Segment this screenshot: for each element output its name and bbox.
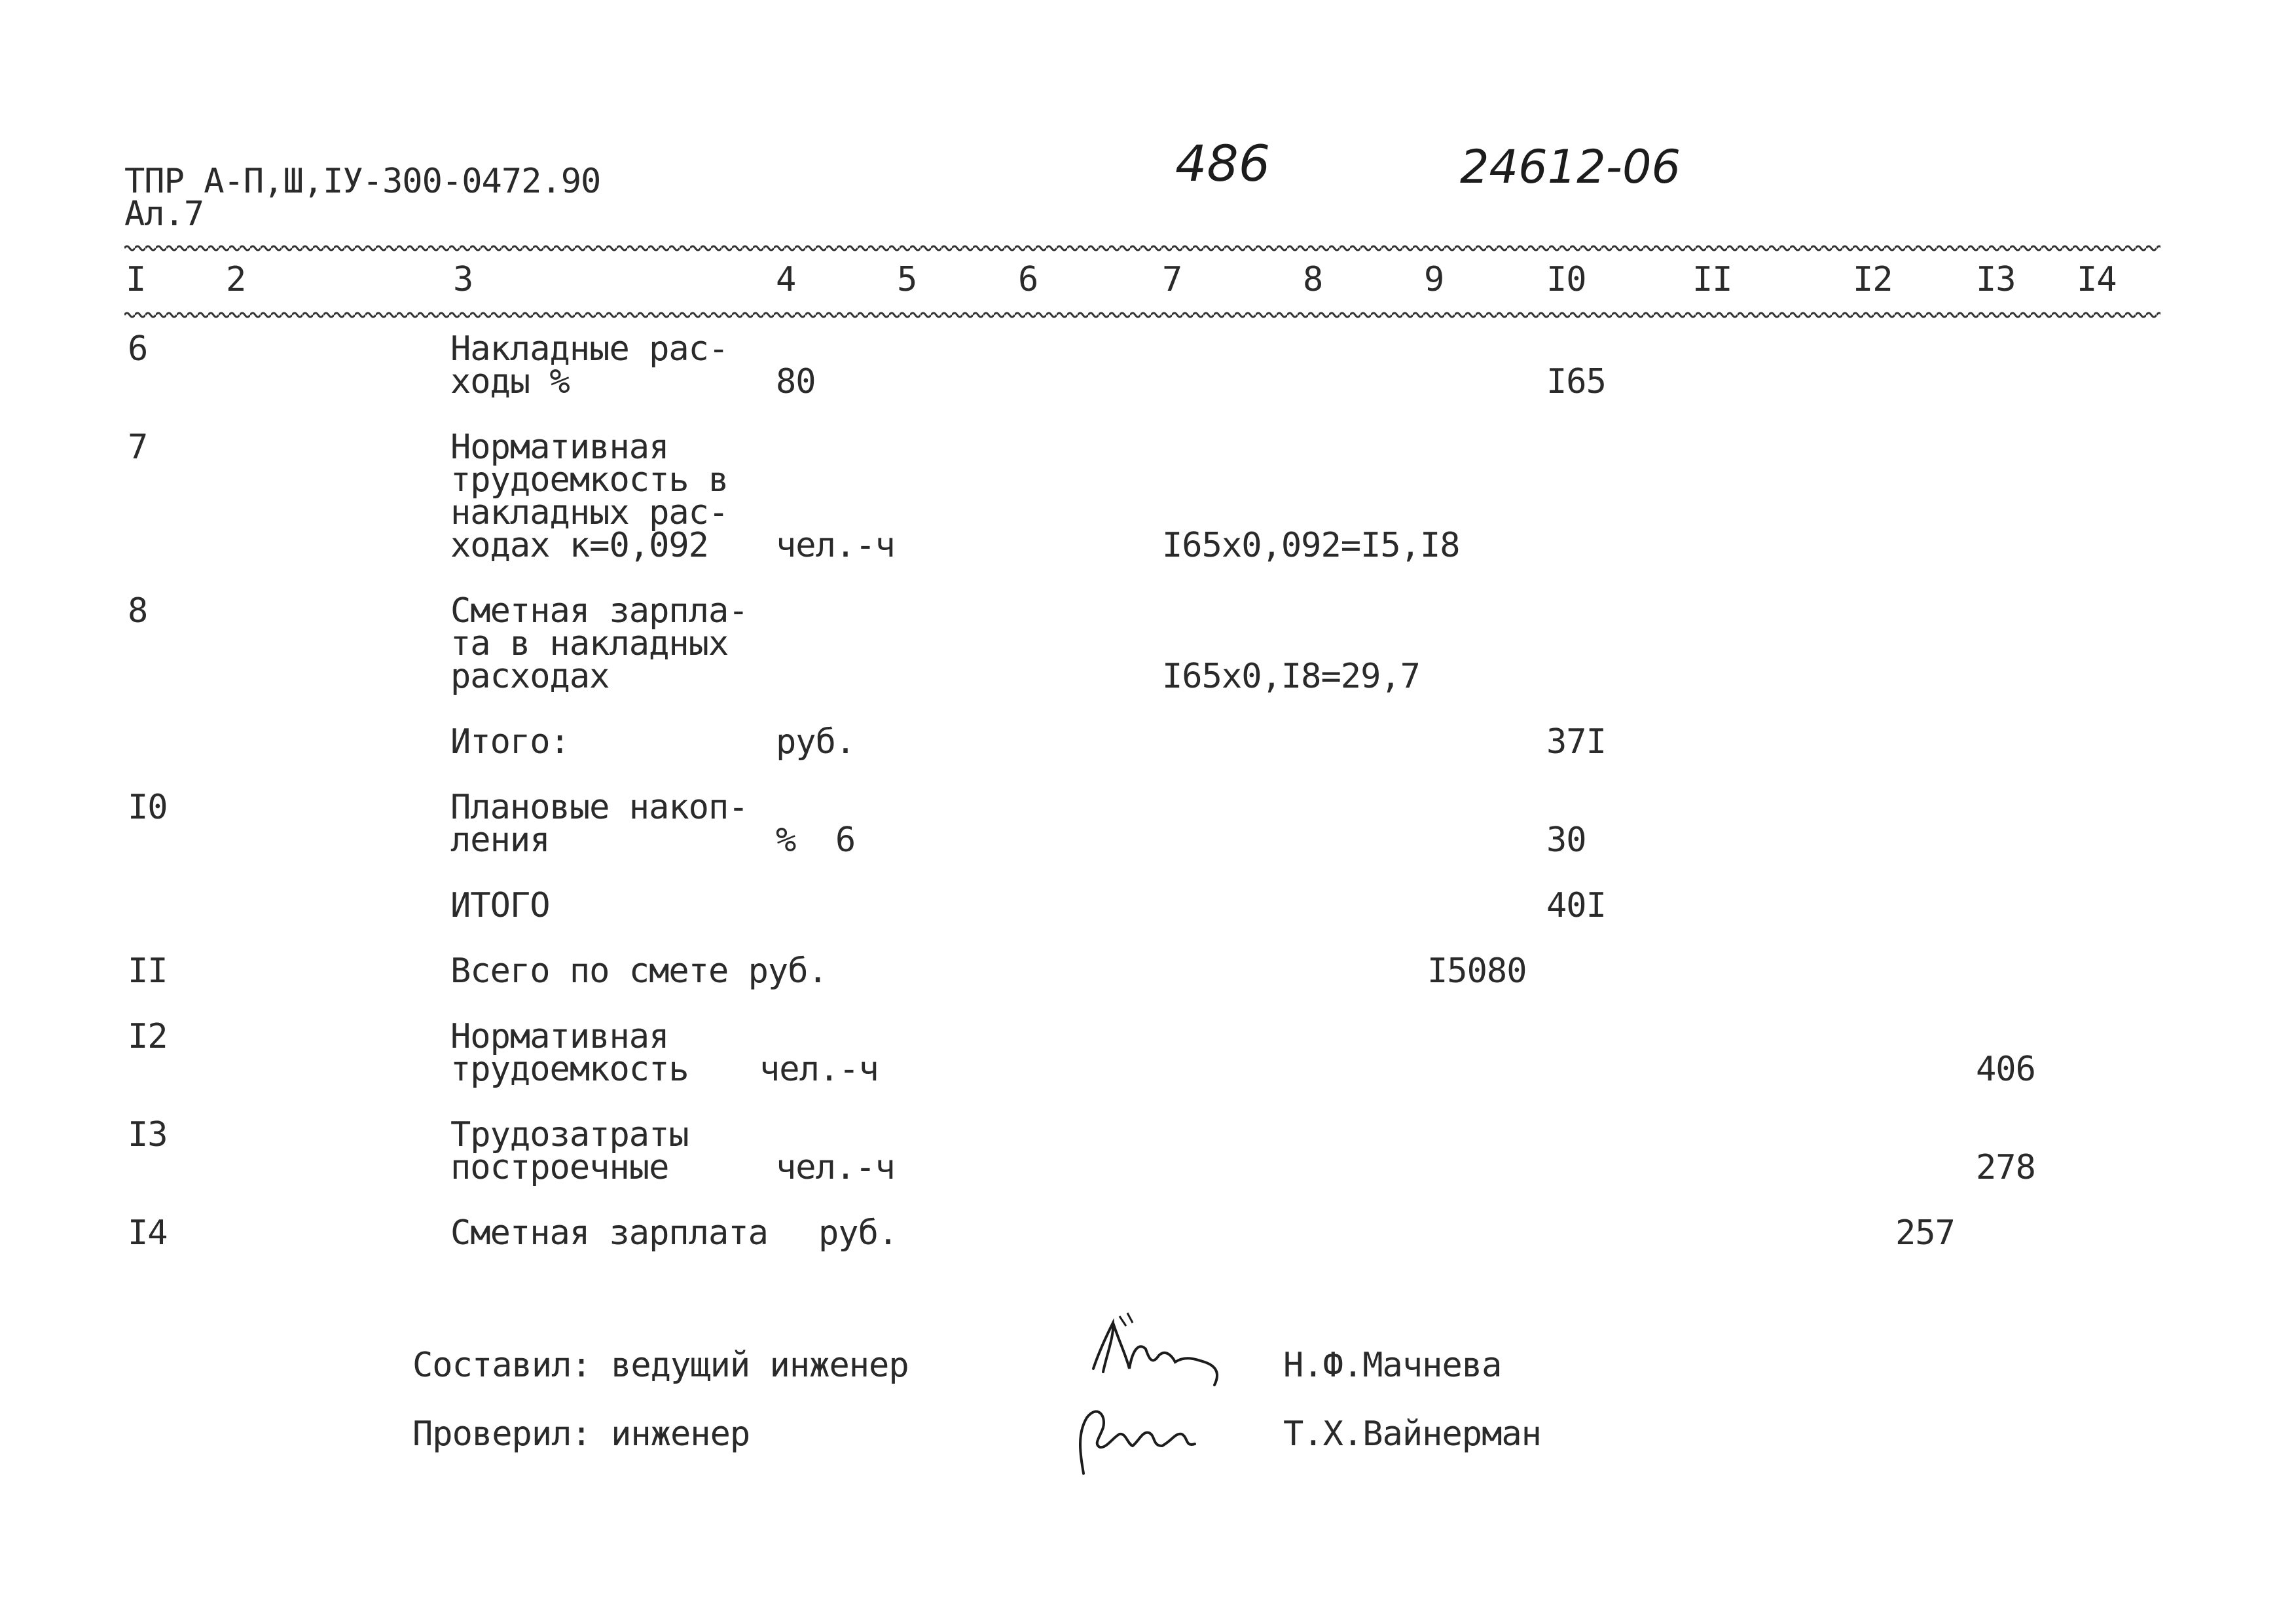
row-description: Итого:: [450, 722, 570, 762]
page-number: 486: [1175, 134, 1271, 193]
row-description: Нормативная трудоемкость: [450, 1017, 689, 1089]
row-value: 406: [1976, 1050, 2035, 1089]
row-description: Накладные рас- ходы %: [450, 329, 729, 401]
compiled-by-name: Н.Ф.Мачнева: [1283, 1346, 1502, 1385]
compiled-by-label: Составил: ведущий инженер: [412, 1346, 909, 1385]
row-rate: % 6: [776, 821, 856, 860]
row-total: 40I: [1546, 886, 1606, 925]
column-header: 2: [226, 260, 246, 299]
column-header: I2: [1853, 260, 1893, 299]
column-header: 4: [776, 260, 796, 299]
header-rule-bottom: [124, 310, 2160, 320]
row-description: Трудозатраты построечные: [450, 1115, 689, 1187]
row-description: Сметная зарпла- та в накладных расходах: [450, 591, 748, 696]
checked-by-label: Проверил: инженер: [412, 1414, 750, 1454]
row-total: 37I: [1546, 722, 1606, 762]
row-rate: 80: [776, 362, 816, 401]
row-unit: руб.: [776, 722, 856, 762]
row-total: I65: [1546, 362, 1606, 401]
column-header: 8: [1303, 260, 1323, 299]
row-description: Нормативная трудоемкость в накладных рас- ходах к=0,092: [450, 428, 729, 565]
column-header: 5: [897, 260, 917, 299]
column-header: II: [1692, 260, 1732, 299]
column-header: I3: [1976, 260, 2016, 299]
column-header: I0: [1546, 260, 1586, 299]
row-number: I3: [128, 1115, 168, 1154]
row-unit: чел.-ч: [776, 526, 895, 565]
column-header: I4: [2077, 260, 2117, 299]
row-number: II: [128, 951, 168, 991]
row-description: Плановые накоп- ления: [450, 788, 748, 860]
row-number: 6: [128, 329, 148, 369]
row-number: 7: [128, 428, 148, 467]
row-description: Сметная зарплата: [450, 1213, 768, 1253]
album-label: Ал.7: [124, 194, 204, 234]
row-unit: чел.-ч: [759, 1050, 879, 1089]
row-number: I0: [128, 788, 168, 827]
handwritten-signature-icon: [1080, 1310, 1244, 1401]
column-header: 6: [1018, 260, 1038, 299]
column-header: 7: [1162, 260, 1182, 299]
row-description: ИТОГО: [450, 886, 550, 925]
row-unit: руб.: [818, 1213, 898, 1253]
row-unit: чел.-ч: [776, 1148, 895, 1187]
column-header: 3: [453, 260, 473, 299]
row-calculation: I65х0,I8=29,7: [1162, 657, 1420, 696]
row-value: 257: [1895, 1213, 1955, 1253]
row-calculation: I65х0,092=I5,I8: [1162, 526, 1460, 565]
row-number: I4: [128, 1213, 168, 1253]
row-total: 30: [1546, 821, 1586, 860]
handwritten-signature-icon: [1067, 1388, 1218, 1486]
document-code: ТПР А-П,Ш,IУ-300-0472.90: [124, 162, 601, 201]
header-rule-top: [124, 244, 2160, 253]
column-header: 9: [1424, 260, 1444, 299]
inventory-stamp: 24612-06: [1460, 140, 1681, 194]
checked-by-name: Т.Х.Вайнерман: [1283, 1414, 1541, 1454]
row-description: Всего по смете руб.: [450, 951, 828, 991]
row-value: 278: [1976, 1148, 2035, 1187]
row-number: I2: [128, 1017, 168, 1056]
row-grand-total: I5080: [1427, 951, 1527, 991]
row-number: 8: [128, 591, 148, 631]
column-header: I: [126, 260, 146, 299]
